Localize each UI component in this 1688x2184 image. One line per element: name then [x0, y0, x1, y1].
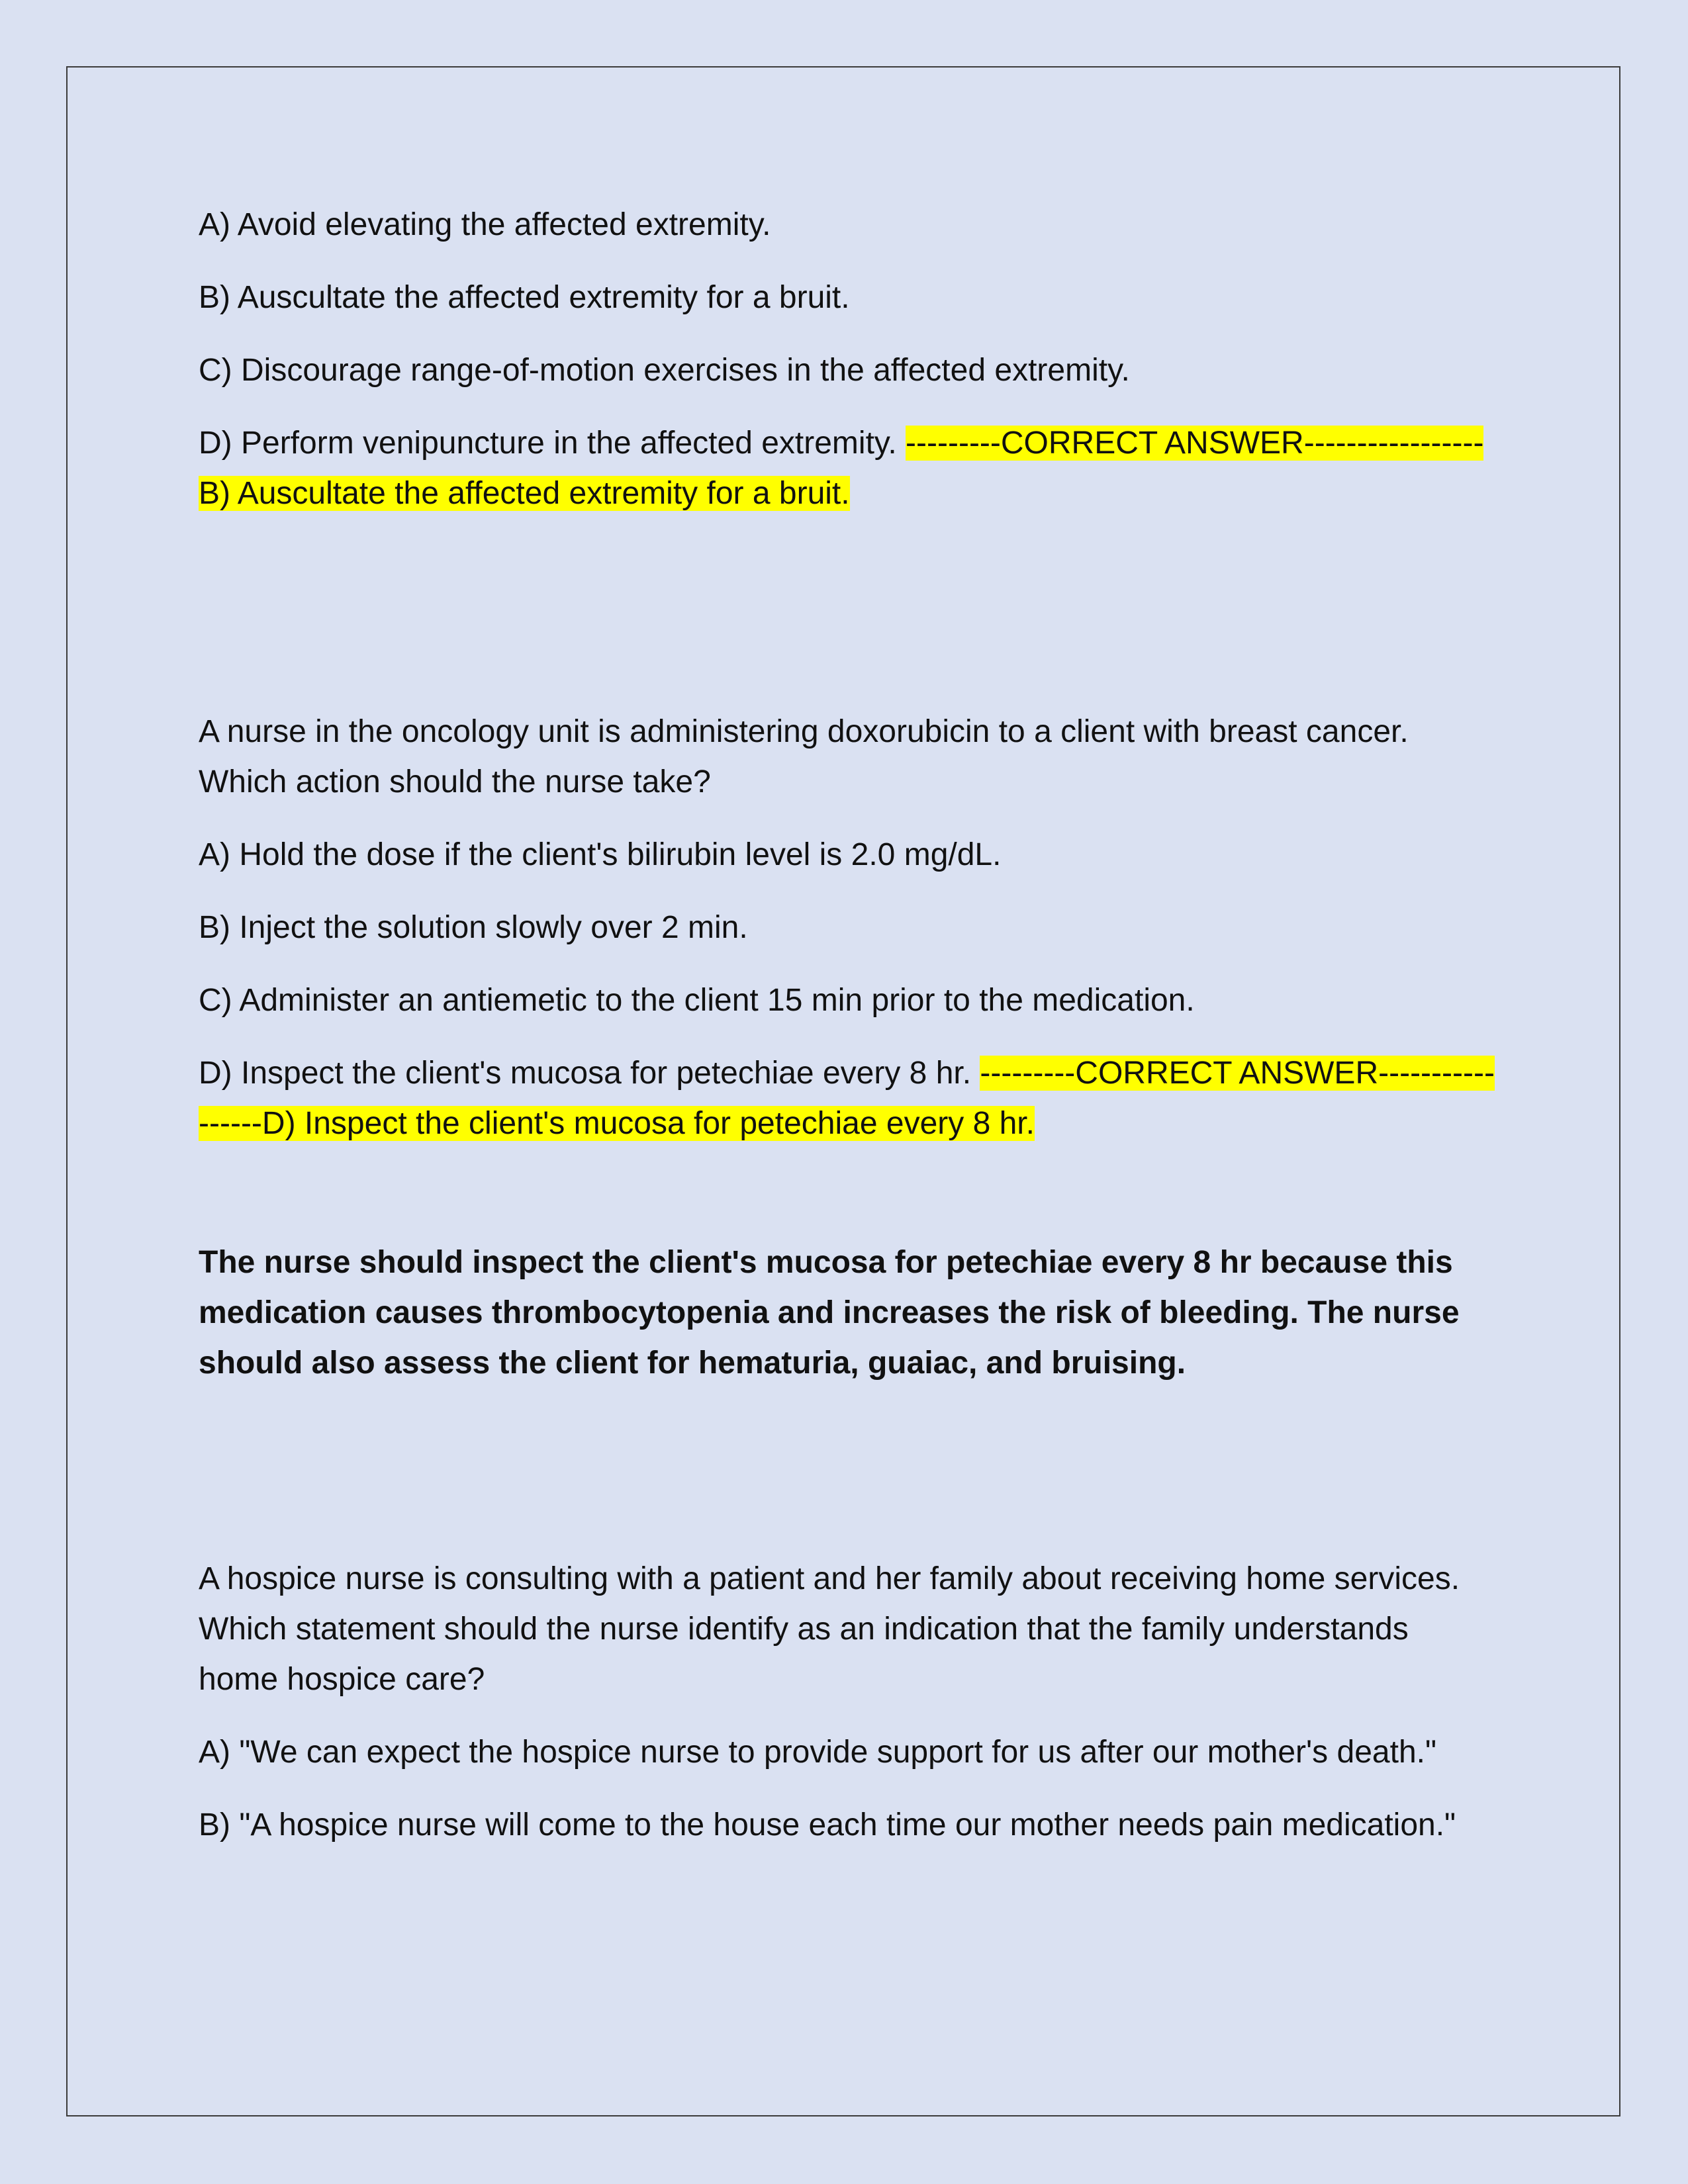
q2-option-a: A) Hold the dose if the client's bilirubin level is 2.0 mg/dL.: [199, 837, 1002, 872]
q2-option-b: B) Inject the solution slowly over 2 min.: [199, 910, 748, 945]
document-body: [199, 200, 1496, 1873]
q1-option-d: D) Perform venipuncture in the affected extremity.: [199, 426, 897, 461]
q2-stem: A nurse in the oncology unit is administering doxorubicin to a client with breast cancer. Which action should the nurse take?: [199, 714, 1409, 799]
q2-option-d-with-answer: [199, 1048, 1496, 1149]
q2-correct-answer: ---------CORRECT ANSWER-----------------D) Inspect the client's mucosa for petechiae every 8 hr.: [199, 1056, 1495, 1141]
question-3: [199, 1554, 1496, 1850]
q3-stem: A hospice nurse is consulting with a patient and her family about receiving home services. Which statement should the nurse identify as an indication that the family understands home hospice care?: [199, 1561, 1460, 1697]
q1-correct-answer: ---------CORRECT ANSWER-----------------B) Auscultate the affected extremity for a bruit.: [199, 426, 1484, 511]
question-1: [199, 200, 1496, 519]
q3-option-b: B) "A hospice nurse will come to the house each time our mother needs pain medication.": [199, 1807, 1456, 1843]
question-2: [199, 707, 1496, 1388]
q2-option-c: C) Administer an antiemetic to the client 15 min prior to the medication.: [199, 983, 1195, 1018]
q1-option-a: A) Avoid elevating the affected extremity.: [199, 207, 771, 242]
q1-option-c: C) Discourage range-of-motion exercises in the affected extremity.: [199, 353, 1130, 388]
q1-option-d-with-answer: [199, 418, 1496, 519]
q2-rationale: The nurse should inspect the client's mucosa for petechiae every 8 hr because this medication causes thrombocytopenia and increases the risk of bleeding. The nurse should also assess the client for hematuria, guaiac, and bruising.: [199, 1245, 1460, 1381]
q1-option-b: B) Auscultate the affected extremity for a bruit.: [199, 280, 850, 315]
q3-option-a: A) "We can expect the hospice nurse to provide support for us after our mother's death.": [199, 1735, 1437, 1770]
q2-option-d: D) Inspect the client's mucosa for petechiae every 8 hr.: [199, 1056, 972, 1091]
